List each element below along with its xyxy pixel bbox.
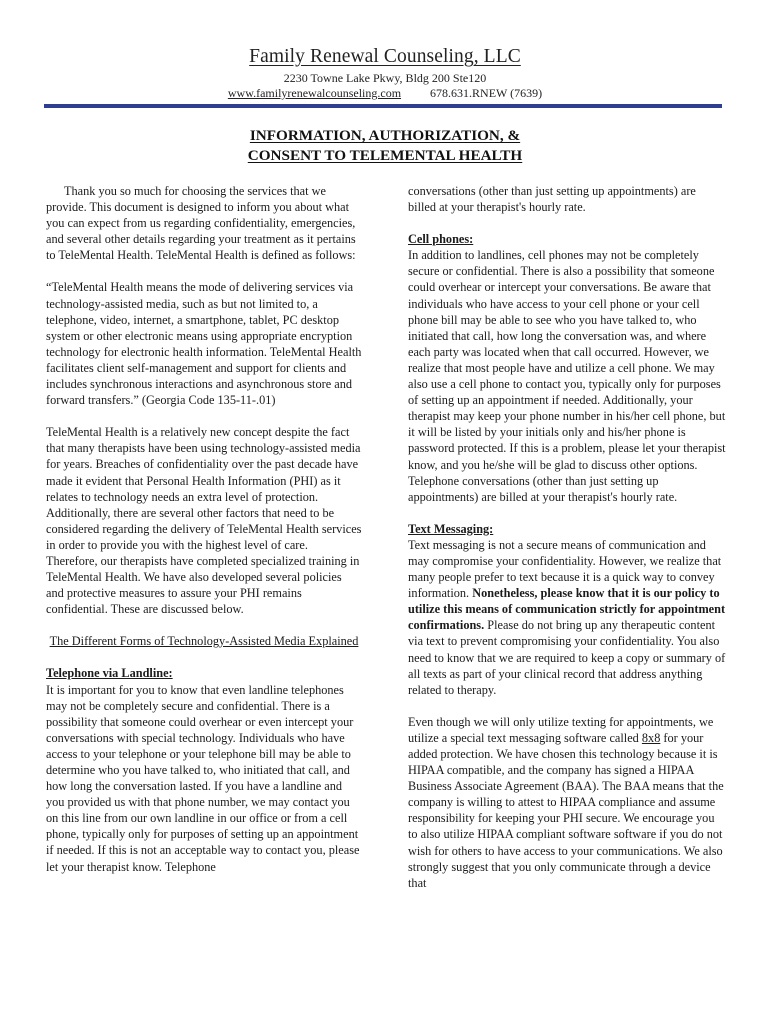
texting-software-part-1: Even though we will only utilize texting for appointments, we utilize a special text messaging software called: [408, 714, 714, 745]
definition-paragraph: “TeleMental Health means the mode of delivering services via technology-assisted media, such as but not limited to, a telephone, video, internet, a smartphone, tablet, PC desktop system or other electronic means using appropriate encryption technology for electronic health information. TeleMental Health facilitates client self-management and support for clients and includes synchronous interactions and asynchronous store and forward transfers.” (Georgia Code 135-11-.01): [46, 280, 362, 408]
company-address: 2230 Towne Lake Pkwy, Bldg 200 Ste120: [283, 71, 487, 85]
text-messaging-heading: Text Messaging:: [408, 521, 494, 536]
title-line-1: INFORMATION, AUTHORIZATION, &: [249, 127, 521, 144]
cell-phones-paragraph: In addition to landlines, cell phones may not be completely secure or confidential. There is also a possibility that someone could overhear or intercept your conversations. Be aware that individuals who have access to your cell phone or your cell phone bill may be able to see who you have talked to, who initiated that call, how long the conversation was, and where each party was located when that call occurred. However, we realize that most people have and utilize a cell phone. We may also use a cell phone to contact you, typically only for purposes of setting up an appointment if needed. Additionally, your therapist may keep your phone number in his/her cell phone, but it will be listed by your initials only and his/her phone is password protected. If this is a problem, please let your therapist know, and you he/she will be glad to discuss other options. Telephone conversations (other than just setting up appointments) are billed at your therapist's hourly rate.: [408, 248, 726, 504]
letterhead: [0, 46, 770, 101]
title-line-2: CONSENT TO TELEMENTAL HEALTH: [247, 147, 523, 164]
texting-software-part-2: for your added protection. We have chosen this technology because it is HIPAA compatible, and the company has signed a HIPAA Business Associate Agreement (BAA). The BAA means that the company is willing to attest to HIPAA compliance and assume responsibility for keeping your PHI secure. We encourage you to also utilize HIPAA compliant software software if you do not wish for others to have access to your communications. We also strongly suggest that you only communicate through a device that: [408, 730, 724, 890]
phone-number: 678.631.RNEW (7639): [430, 86, 543, 100]
text-messaging-paragraph: [408, 537, 726, 698]
website-link[interactable]: www.familyrenewalcounseling.com: [227, 86, 402, 100]
document-title: [0, 126, 770, 166]
8x8-link[interactable]: 8x8: [641, 730, 661, 745]
cell-phones-heading: Cell phones:: [408, 232, 474, 247]
header-divider: [44, 104, 722, 108]
company-name: Family Renewal Counseling, LLC: [249, 46, 521, 67]
contact-line: [0, 86, 770, 101]
forms-heading: The Different Forms of Technology-Assisted Media Explained: [49, 634, 359, 649]
landline-paragraph: It is important for you to know that even landline telephones may not be completely secure and confidential. There is a possibility that someone could overhear or even intercept your conversations with special technology. Individuals who have access to your telephone or your telephone bill may be able to determine who you have talked to, who initiated that call, and how long the conversation lasted. If you have a landline and you provided us with that phone number, we may contact you on this line from our own landline in our office or from a cell phone, typically only for purposes of setting up an appointment if needed. If this is not an acceptable way to contact you, please let your therapist know. Telephone: [46, 682, 360, 874]
intro-paragraph: Thank you so much for choosing the services that we provide. This document is designed to inform you about what you can expect from us regarding confidentiality, emergencies, and several other details regarding your treatment as it pertains to TeleMental Health. TeleMental Health is defined as follows:: [46, 184, 356, 263]
right-column: [408, 183, 726, 891]
text-messaging-policy: Nonetheless, please know that it is our policy to utilize this means of communication strictly for appointment confirmations.: [408, 586, 726, 633]
continued-paragraph: conversations (other than just setting up appointments) are billed at your therapist's hourly rate.: [408, 184, 696, 215]
texting-software-paragraph: [408, 714, 726, 891]
concept-paragraph: TeleMental Health is a relatively new concept despite the fact that many therapists have been using technology-assisted media for years. Breaches of confidentiality over the past decade have made it evident that Personal Health Information (PHI) as it relates to technology needs an extra level of protection. Additionally, there are several other factors that need to be considered regarding the delivery of TeleMental Health services in order to provide you with the highest level of care. Therefore, our therapists have completed specialized training in TeleMental Health. We have also developed several policies and protective measures to assure your PHI remains confidential. These are discussed below.: [46, 425, 362, 617]
text-messaging-part-2: Please do not bring up any therapeutic content via text to prevent compromising your confidentiality. You also need to know that we are required to keep a copy or summary of all texts as part of your clinical record that address anything related to therapy.: [408, 618, 726, 697]
landline-heading: Telephone via Landline:: [46, 666, 173, 681]
left-column: [46, 183, 362, 875]
text-messaging-part-1: Text messaging is not a secure means of communication and may compromise your confidentiality. However, we realize that many people prefer to text because it is a quick way to convey information.: [408, 537, 722, 601]
